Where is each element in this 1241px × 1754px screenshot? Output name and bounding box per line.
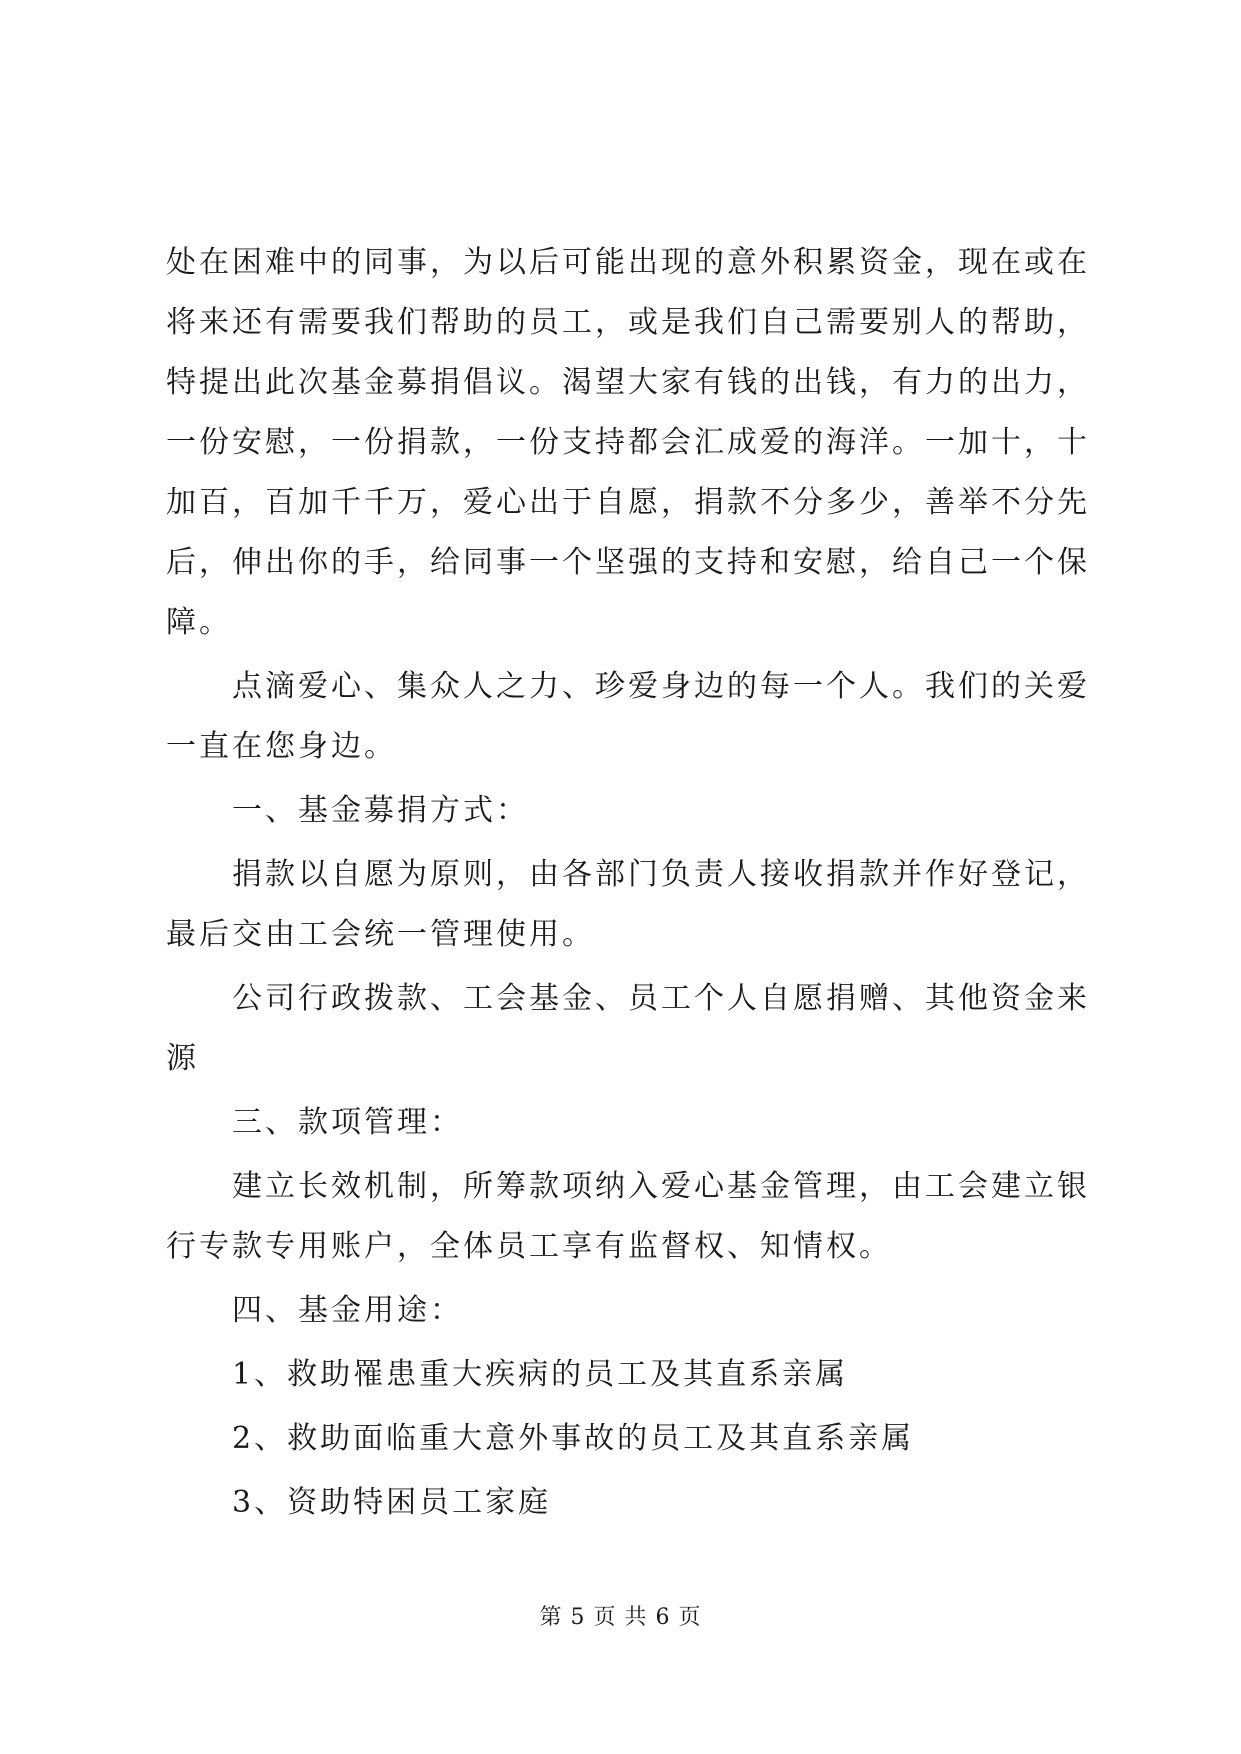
paragraph: 处在困难中的同事，为以后可能出现的意外积累资金，现在或在将来还有需要我们帮助的员工，或是我们自己需要别人的帮助，特提出此次基金募捐倡议。渴望大家有钱的出钱，有力的出力，一份安慰，一份捐款，一份支持都会汇成爱的海洋。一加十，十加百，百加千千万，爱心出于自愿，捐款不分多少，善举不分先后，伸出你的手，给同事一个坚强的支持和安慰，给自己一个保障。 [166,245,1090,640]
section-heading: 四、基金用途： [232,1293,463,1328]
list-item: 1、救助罹患重大疾病的员工及其直系亲属 [232,1357,849,1392]
section-heading: 一、基金募捐方式： [232,793,529,828]
paragraph: 公司行政拨款、工会基金、员工个人自愿捐赠、其他资金来源 [166,981,1090,1076]
paragraph: 捐款以自愿为原则，由各部门负责人接收捐款并作好登记，最后交由工会统一管理使用。 [166,857,1090,952]
paragraph: 建立长效机制，所筹款项纳入爱心基金管理，由工会建立银行专款专用账户，全体员工享有监督权、知情权。 [166,1169,1090,1264]
paragraph: 点滴爱心、集众人之力、珍爱身边的每一个人。我们的关爱一直在您身边。 [166,669,1090,764]
section-heading: 三、款项管理： [232,1105,463,1140]
list-item: 3、资助特困员工家庭 [232,1485,552,1520]
page-number-footer: 第 5 页 共 6 页 [539,1605,702,1630]
list-item: 2、救助面临重大意外事故的员工及其直系亲属 [232,1421,915,1456]
document-body [166,233,1090,1537]
